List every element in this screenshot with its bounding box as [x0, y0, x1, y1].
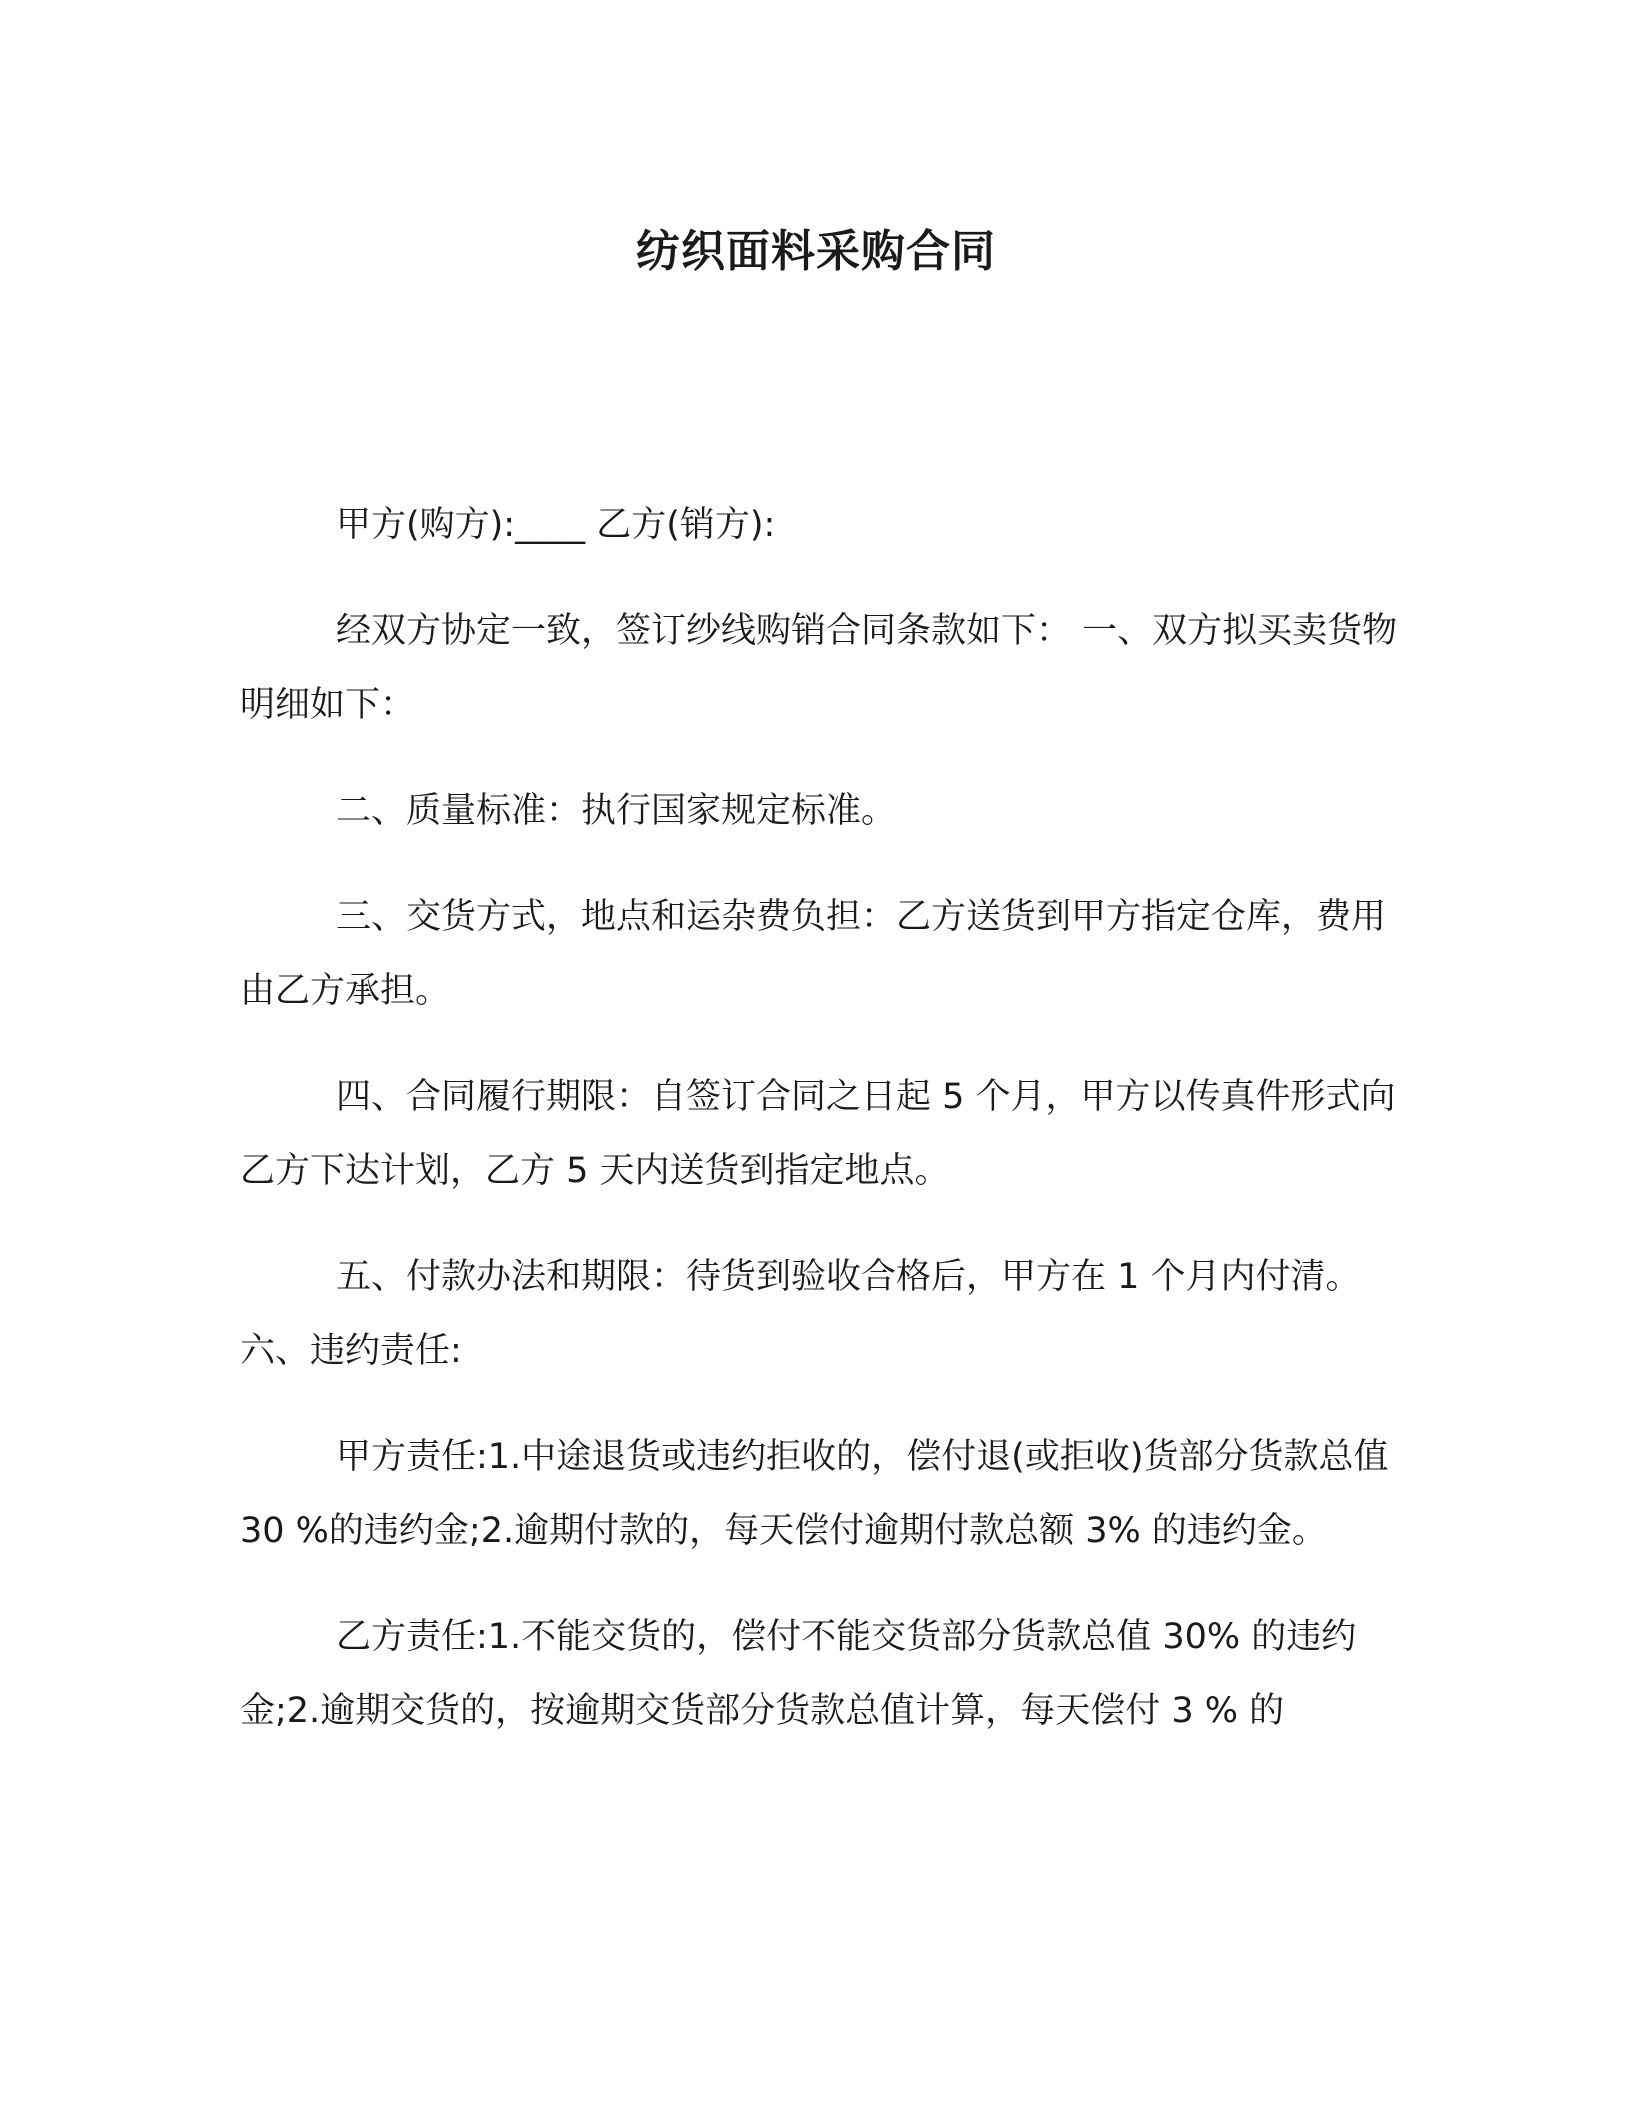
clause-term: 四、合同履行期限：自签订合同之日起 5 个月，甲方以传真件形式向乙方下达计划，乙方 5 天内送货到指定地点。 — [240, 1077, 1396, 1191]
clause-payment: 五、付款办法和期限：待货到验收合格后，甲方在 1 个月内付清。 — [336, 1257, 1361, 1297]
party-line: 甲方(购方):____ 乙方(销方): — [336, 505, 776, 545]
clause-quality: 二、质量标准：执行国家规定标准。 — [336, 791, 897, 831]
clause-delivery: 三、交货方式，地点和运杂费负担：乙方送货到甲方指定仓库，费用由乙方承担。 — [240, 897, 1387, 1011]
document-title: 纺织面料采购合同 — [636, 226, 996, 277]
clause-liability-heading: 六、违约责任: — [240, 1331, 462, 1371]
clause-liability-party-b: 乙方责任:1.不能交货的，偿付不能交货部分货款总值 30% 的违约金;2.逾期交货的，按逾期交货部分货款总值计算，每天偿付 3 % 的 — [240, 1617, 1357, 1731]
clause-liability-party-a: 甲方责任:1.中途退货或违约拒收的，偿付退(或拒收)货部分货款总值 30 %的违约金;2.逾期付款的，每天偿付逾期付款总额 3% 的违约金。 — [240, 1437, 1389, 1551]
clause-intro: 经双方协定一致，签订纱线购销合同条款如下： 一、双方拟买卖货物明细如下： — [240, 611, 1398, 725]
document-body — [240, 488, 1400, 1780]
